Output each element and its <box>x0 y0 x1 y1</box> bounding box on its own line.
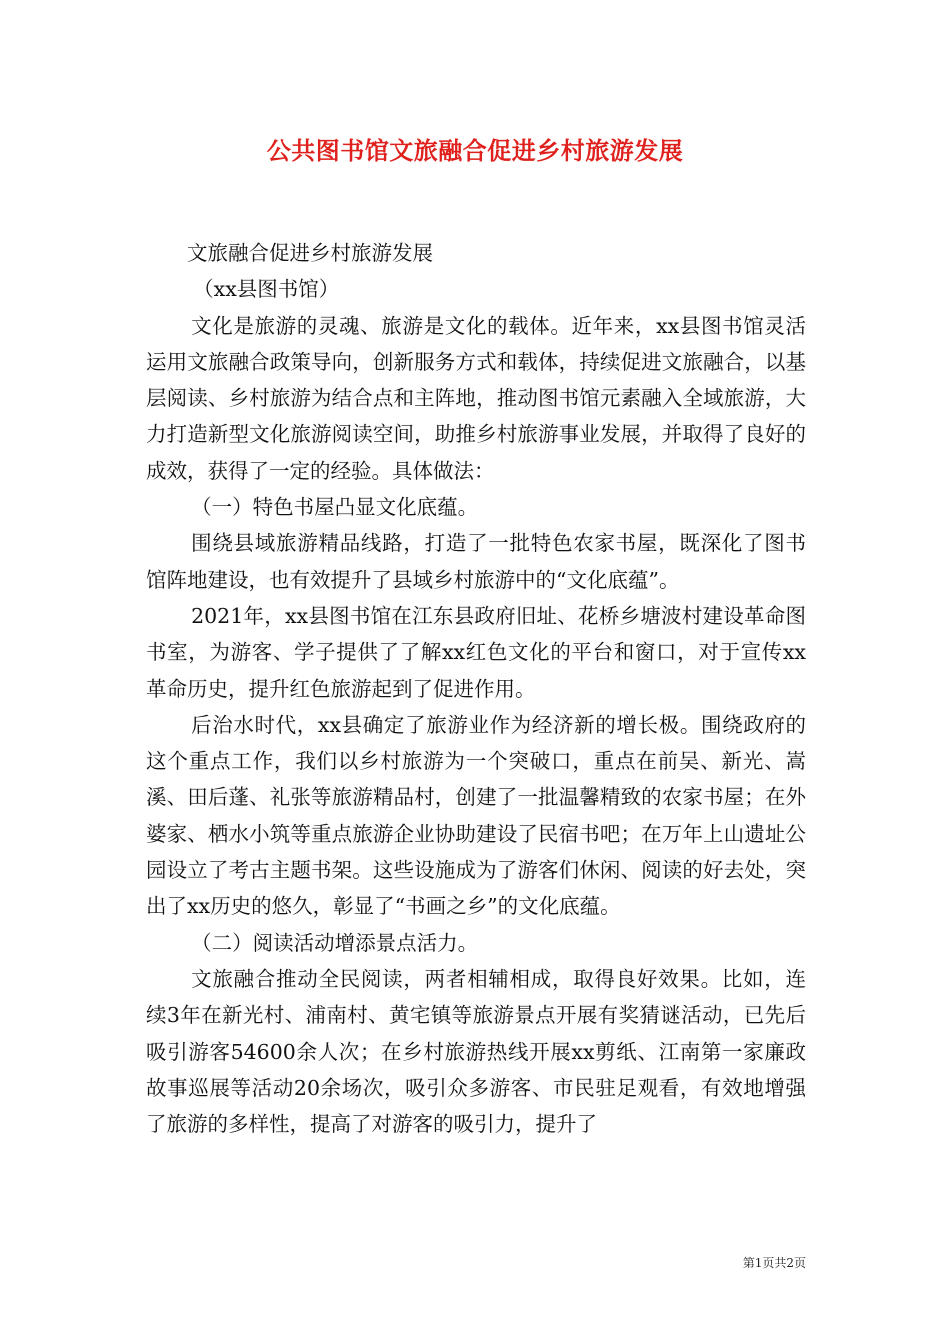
document-byline: （xx县图书馆） <box>193 277 340 302</box>
paragraph-intro: 文化是旅游的灵魂、旅游是文化的载体。近年来，xx县图书馆灵活运用文旅融合政策导向，创新服务方式和载体，持续促进文旅融合，以基层阅读、乡村旅游为结合点和主阵地，推动图书馆元素融入全域旅游，大力打造新型文化旅游阅读空间，助推乡村旅游事业发展，并取得了良好的成效，获得了一定的经验。具体做法： <box>146 313 806 483</box>
paragraph: 围绕县域旅游精品线路，打造了一批特色农家书屋，既深化了图书馆阵地建设，也有效提升了县域乡村旅游中的“文化底蕴”。 <box>146 531 806 592</box>
paragraph: 2021年，xx县图书馆在江东县政府旧址、花桥乡塘波村建设革命图书室，为游客、学子提供了了解xx红色文化的平台和窗口，对于宣传xx革命历史，提升红色旅游起到了促进作用。 <box>146 603 806 701</box>
page-number: 第1页共2页 <box>742 1256 806 1270</box>
paragraph: 后治水时代，xx县确定了旅游业作为经济新的增长极。围绕政府的这个重点工作，我们以乡村旅游为一个突破口，重点在前吴、新光、嵩溪、田后蓬、礼张等旅游精品村，创建了一批温馨精致的农家书屋；在外婆家、栖水小筑等重点旅游企业协助建设了民宿书吧；在万年上山遗址公园设立了考古主题书架。这些设施成为了游客们休闲、阅读的好去处，突出了xx历史的悠久，彰显了“书画之乡”的文化底蕴。 <box>146 712 806 919</box>
paragraph: 文旅融合推动全民阅读，两者相辅相成，取得良好效果。比如，连续3年在新光村、浦南村、黄宅镇等旅游景点开展有奖猜谜活动，已先后吸引游客54600余人次；在乡村旅游热线开展xx剪纸、江南第一家廉政故事巡展等活动20余场次，吸引众多游客、市民驻足观看，有效地增强了旅游的多样性，提高了对游客的吸引力，提升了 <box>146 966 806 1137</box>
document-subtitle: 文旅融合促进乡村旅游发展 <box>187 241 433 265</box>
document-body <box>146 235 806 1142</box>
section-heading-1: （一）特色书屋凸显文化底蕴。 <box>191 495 479 520</box>
document-title: 公共图书馆文旅融合促进乡村旅游发展 <box>266 136 684 165</box>
section-heading-2: （二）阅读活动增添景点活力。 <box>191 930 479 955</box>
